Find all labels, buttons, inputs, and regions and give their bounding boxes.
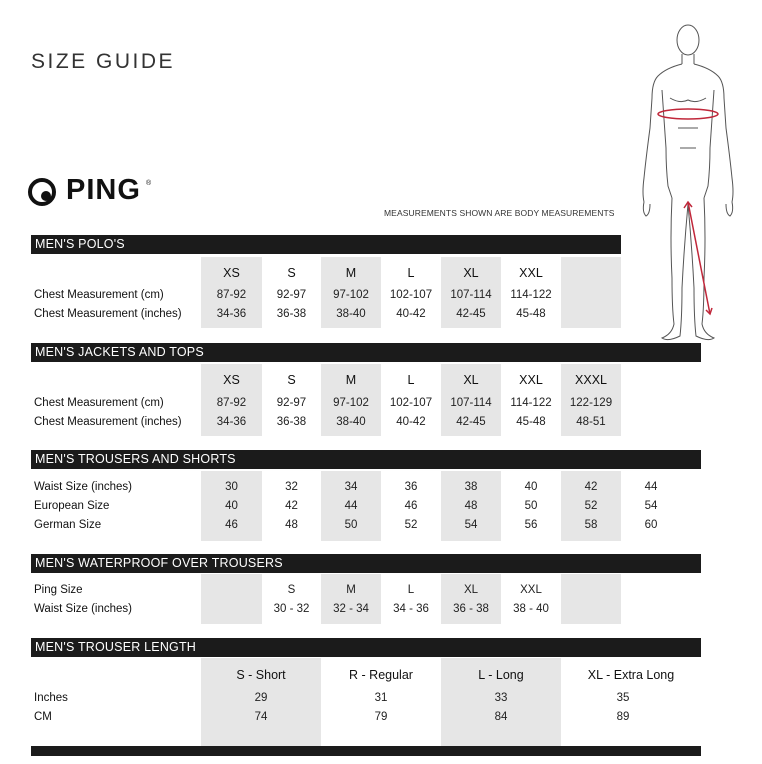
polos-cell: 36-38	[276, 308, 307, 320]
jackets-cell: 48-51	[576, 416, 606, 428]
jackets-size-xxxl: XXXL	[575, 373, 607, 387]
trousers-cell: 40	[524, 481, 538, 493]
length-cell: 35	[616, 692, 630, 704]
trousers-cell: 50	[524, 500, 538, 512]
trousers-cell: 46	[225, 519, 238, 531]
trousers-cell: 44	[344, 500, 358, 512]
length-col-extra-long: XL - Extra Long	[587, 668, 675, 682]
polos-cell: 114-122	[510, 289, 552, 301]
jackets-row-label: Chest Measurement (cm)	[34, 397, 164, 409]
length-cell: 84	[494, 711, 508, 723]
jackets-size-xxl: XXL	[519, 373, 543, 387]
polos-size-xs: XS	[223, 266, 240, 280]
length-cell: 31	[374, 692, 388, 704]
trousers-cell: 54	[644, 500, 658, 512]
trousers-row-label: Waist Size (inches)	[34, 481, 132, 493]
trousers-cell: 50	[344, 519, 358, 531]
waterproof-cell: 30 - 32	[273, 603, 310, 615]
trousers-cell: 38	[464, 481, 478, 493]
jackets-size-l: L	[407, 373, 415, 387]
polos-cell: 97-102	[333, 289, 369, 301]
waterproof-shade-4	[561, 574, 621, 624]
jackets-cell: 102-107	[389, 397, 433, 409]
waterproof-cell: 34 - 36	[393, 603, 429, 615]
trousers-cell: 40	[225, 500, 238, 512]
jackets-cell: 107-114	[450, 397, 492, 409]
jackets-cell: 92-97	[276, 397, 307, 409]
trousers-cell: 60	[644, 519, 658, 531]
registered-mark: ®	[146, 180, 152, 187]
trousers-cell: 52	[584, 500, 598, 512]
trousers-header: MEN'S TROUSERS AND SHORTS	[31, 450, 701, 469]
jackets-size-s: S	[287, 373, 296, 387]
jackets-cell: 97-102	[333, 397, 369, 409]
length-row-label: CM	[34, 711, 52, 723]
trousers-cell: 54	[464, 519, 478, 531]
length-cell: 33	[494, 692, 508, 704]
waterproof-cell: M	[346, 584, 356, 596]
polos-shade-4	[561, 257, 621, 328]
ping-logo	[28, 174, 158, 214]
trousers-cell: 58	[584, 519, 598, 531]
trousers-cell: 48	[285, 519, 298, 531]
body-figure-icon	[622, 18, 740, 352]
trousers-cell: 56	[524, 519, 538, 531]
logo-text: PING	[66, 174, 141, 206]
polos-cell: 34-36	[216, 308, 247, 320]
polos-size-l: L	[407, 266, 415, 280]
logo-ring-icon	[28, 178, 56, 206]
length-row-label: Inches	[34, 692, 68, 704]
waterproof-shade-2	[321, 574, 381, 624]
polos-row-label: Chest Measurement (cm)	[34, 289, 164, 301]
jackets-cell: 87-92	[216, 397, 247, 409]
trousers-cell: 36	[404, 481, 418, 493]
waterproof-header: MEN'S WATERPROOF OVER TROUSERS	[31, 554, 701, 573]
waterproof-cell: 32 - 34	[333, 603, 369, 615]
polos-header: MEN'S POLO'S	[31, 235, 621, 254]
trousers-row-label: German Size	[34, 519, 102, 531]
trousers-cell: 46	[404, 500, 418, 512]
trousers-cell: 52	[404, 519, 418, 531]
waterproof-row-label: Waist Size (inches)	[34, 603, 132, 615]
polos-cell: 92-97	[276, 289, 307, 301]
trousers-cell: 42	[584, 481, 598, 493]
waterproof-cell: L	[407, 584, 415, 596]
jackets-cell: 114-122	[510, 397, 552, 409]
waterproof-cell: 36 - 38	[453, 603, 489, 615]
polos-cell: 102-107	[389, 289, 433, 301]
polos-cell: 38-40	[336, 308, 366, 320]
trousers-cell: 34	[344, 481, 358, 493]
waterproof-row-label: Ping Size	[34, 584, 83, 596]
jackets-size-xl: XL	[463, 373, 479, 387]
waterproof-shade-1	[201, 574, 262, 624]
trousers-row-label: European Size	[34, 500, 110, 512]
polos-cell: 45-48	[516, 308, 546, 320]
length-header: MEN'S TROUSER LENGTH	[31, 638, 701, 657]
polos-cell: 87-92	[216, 289, 247, 301]
trousers-cell: 42	[285, 500, 298, 512]
trousers-cell: 44	[644, 481, 658, 493]
inseam-measure-line	[688, 202, 710, 314]
jackets-cell: 34-36	[216, 416, 247, 428]
polos-cell: 107-114	[450, 289, 492, 301]
jackets-size-m: M	[345, 373, 357, 387]
polos-size-s: S	[287, 266, 296, 280]
length-col-regular: R - Regular	[349, 668, 413, 682]
waterproof-shade-3	[441, 574, 501, 624]
bottom-rule	[31, 746, 701, 756]
jackets-header: MEN'S JACKETS AND TOPS	[31, 343, 701, 362]
length-col-long: L - Long	[478, 668, 524, 682]
length-col-short: S - Short	[236, 668, 286, 682]
polos-row-label: Chest Measurement (inches)	[34, 308, 182, 320]
jackets-size-xs: XS	[223, 373, 240, 387]
trousers-cell: 48	[464, 500, 478, 512]
length-cell: 89	[616, 711, 630, 723]
waterproof-cell: XL	[463, 584, 479, 596]
jackets-cell: 40-42	[396, 416, 426, 428]
waterproof-cell: S	[287, 584, 296, 596]
length-cell: 29	[254, 692, 268, 704]
jackets-cell: 42-45	[456, 416, 486, 428]
chest-measure-line	[658, 109, 718, 119]
measurement-note: MEASUREMENTS SHOWN ARE BODY MEASUREMENTS	[384, 208, 615, 218]
jackets-cell: 45-48	[516, 416, 546, 428]
polos-cell: 42-45	[456, 308, 486, 320]
trousers-cell: 32	[285, 481, 298, 493]
polos-size-m: M	[345, 266, 357, 280]
polos-size-xl: XL	[463, 266, 479, 280]
polos-cell: 40-42	[396, 308, 426, 320]
length-cell: 74	[254, 711, 268, 723]
waterproof-cell: 38 - 40	[513, 603, 549, 615]
jackets-cell: 122-129	[569, 397, 613, 409]
jackets-cell: 36-38	[276, 416, 307, 428]
waterproof-cell: XXL	[520, 584, 542, 596]
polos-size-xxl: XXL	[519, 266, 543, 280]
jackets-row-label: Chest Measurement (inches)	[34, 416, 182, 428]
jackets-cell: 38-40	[336, 416, 366, 428]
length-cell: 79	[374, 711, 388, 723]
trousers-cell: 30	[225, 481, 238, 493]
page-title: SIZE GUIDE	[31, 50, 176, 73]
